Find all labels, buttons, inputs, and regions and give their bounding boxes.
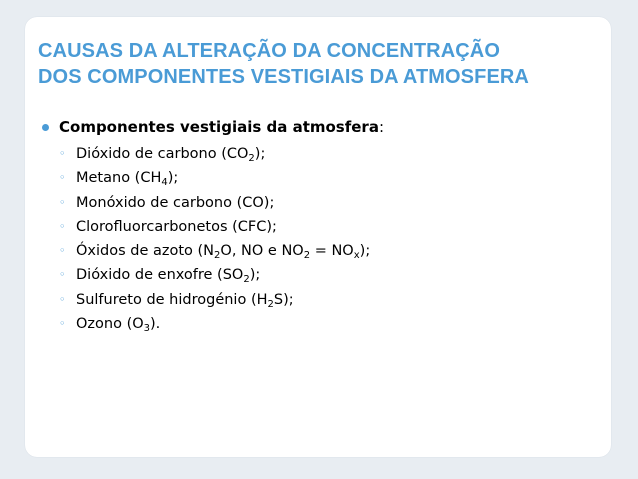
text-run: Óxidos de azoto (N xyxy=(76,243,215,260)
text-run: Ozono (O xyxy=(76,316,144,333)
text-run: = NO xyxy=(310,243,354,260)
text-run: Sulfureto de hidrogénio (H xyxy=(76,291,268,308)
text-run: S); xyxy=(273,291,294,308)
list-item-text xyxy=(76,191,274,215)
main-bullet-label: Componentes vestigiais da atmosfera xyxy=(59,118,379,136)
list-item xyxy=(38,166,598,190)
text-run: Dióxido de enxofre (SO xyxy=(76,267,244,284)
subscript: 2 xyxy=(243,274,250,286)
hollow-circle-bullet-icon: ◦ xyxy=(59,219,66,233)
list-item xyxy=(38,142,598,166)
text-run: ). xyxy=(150,316,161,333)
text-run: ); xyxy=(249,267,261,284)
text-run: Metano (CH xyxy=(76,170,162,187)
main-bullet xyxy=(38,116,598,138)
list-item xyxy=(38,312,598,336)
list-item xyxy=(38,288,598,312)
list-item-text xyxy=(76,288,294,312)
list-item-text xyxy=(76,142,265,166)
list-item xyxy=(38,215,598,239)
text-run: ); xyxy=(167,170,179,187)
text-run: ); xyxy=(359,243,371,260)
hollow-circle-bullet-icon: ◦ xyxy=(59,292,66,306)
title-line-1: CAUSAS DA ALTERAÇÃO DA CONCENTRAÇÃO xyxy=(38,40,501,62)
subscript: x xyxy=(353,250,360,262)
list-item xyxy=(38,239,598,263)
hollow-circle-bullet-icon: ◦ xyxy=(59,244,66,258)
hollow-circle-bullet-icon: ◦ xyxy=(59,147,66,160)
title-line-2: DOS COMPONENTES VESTIGIAIS DA ATMOSFERA xyxy=(38,66,529,88)
hollow-circle-bullet-icon: ◦ xyxy=(59,268,66,282)
subscript: 2 xyxy=(214,250,221,262)
slide-content xyxy=(38,116,598,335)
main-bullet-text xyxy=(59,116,384,138)
text-run: ); xyxy=(254,146,266,162)
list-item-text xyxy=(76,312,160,336)
sub-bullet-list xyxy=(38,142,598,336)
subscript: 4 xyxy=(161,177,168,189)
hollow-circle-bullet-icon: ◦ xyxy=(59,171,66,185)
hollow-circle-bullet-icon: ◦ xyxy=(59,195,66,209)
bullet-dot-icon xyxy=(42,124,49,131)
text-run: O, NO e NO xyxy=(220,243,304,260)
text-run: Dióxido de carbono (CO xyxy=(76,146,249,162)
text-run: Clorofluorcarbonetos (CFC); xyxy=(76,218,277,235)
text-run: Monóxido de carbono (CO); xyxy=(76,194,275,211)
list-item-text xyxy=(76,215,277,239)
list-item xyxy=(38,191,598,215)
list-item-text xyxy=(76,263,260,287)
list-item-text xyxy=(76,166,178,190)
list-item xyxy=(38,263,598,287)
subscript: 2 xyxy=(248,153,255,164)
list-item-text xyxy=(76,239,370,263)
hollow-circle-bullet-icon: ◦ xyxy=(59,317,66,331)
slide-title xyxy=(38,38,598,90)
main-bullet-suffix: : xyxy=(378,118,385,136)
subscript: 3 xyxy=(143,323,151,335)
subscript: 2 xyxy=(267,298,274,310)
subscript: 2 xyxy=(303,250,311,262)
